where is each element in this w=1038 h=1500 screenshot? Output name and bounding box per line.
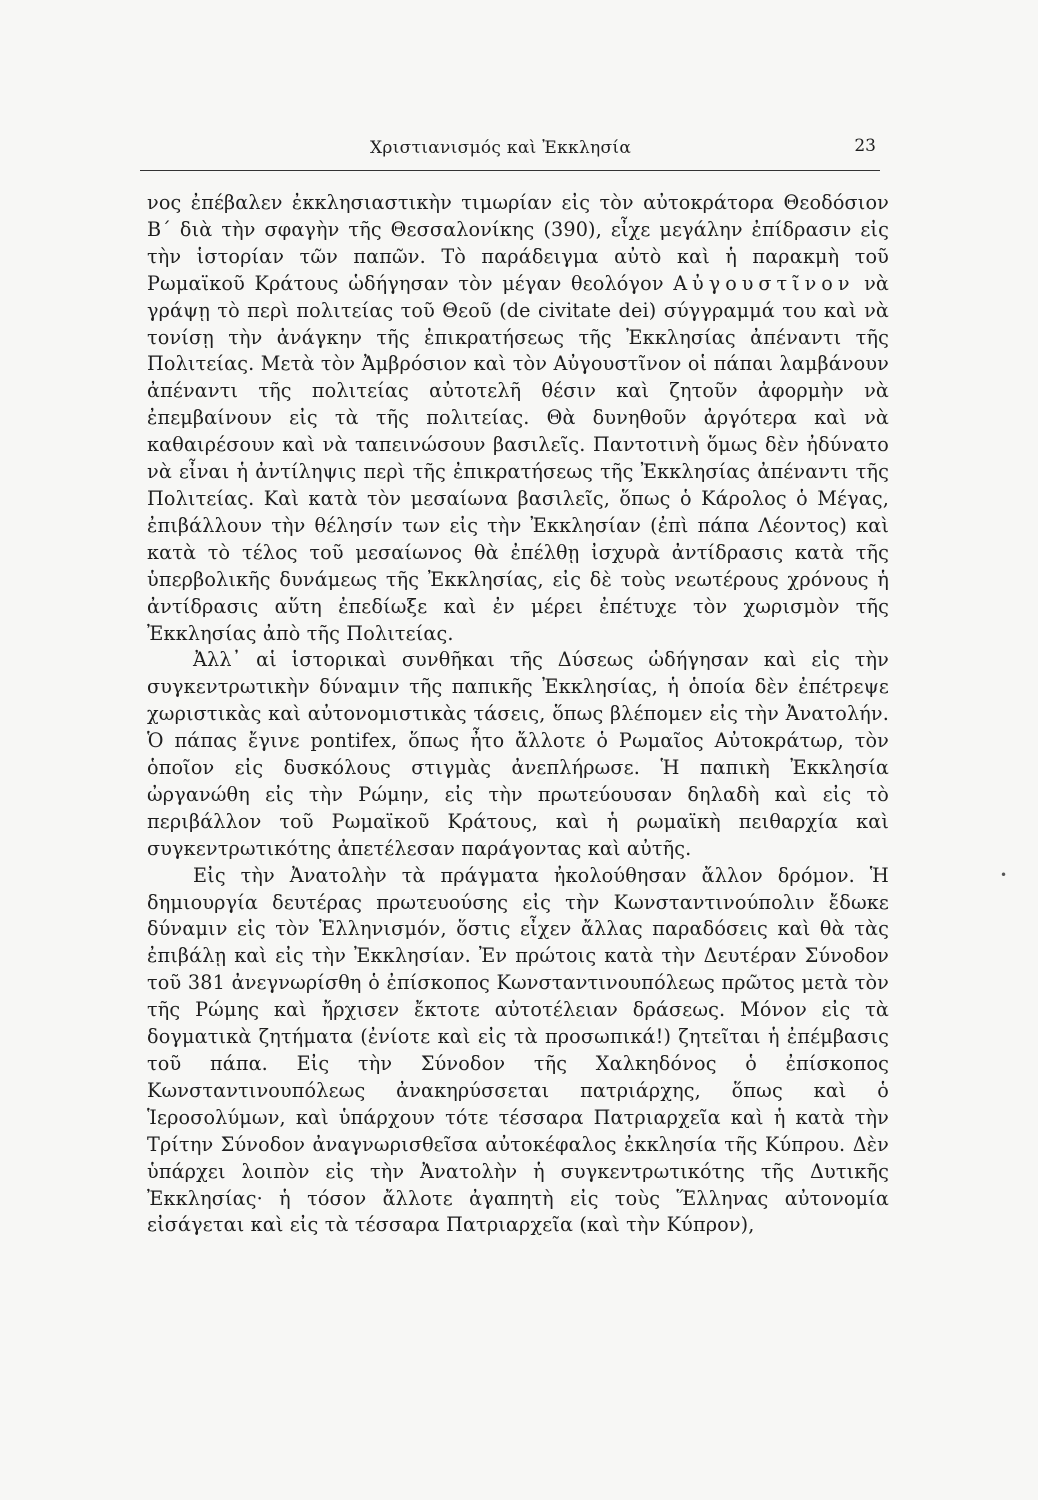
- running-title: Χριστιανισμός καὶ Ἐκκλησία: [370, 138, 632, 158]
- page-header: [140, 138, 880, 171]
- margin-mark: •: [1000, 868, 1008, 882]
- paragraph-1: [147, 190, 889, 647]
- emphasized-name: Αὐγουστῖνον: [673, 271, 855, 295]
- paragraph-1-rest: νὰ γράψῃ τὸ περὶ πολιτείας τοῦ Θεοῦ (de civitate dei) σύγγραμμά του καὶ νὰ τονίσῃ τὴν ἀνάγκην τῆς ἐπικρατήσεως τῆς Ἐκκλησίας ἀπέναντι τῆς Πολιτείας. Μετὰ τὸν Ἀμβρόσιον καὶ τὸν Αὐγουστῖνον οἱ πάπαι λαμβάνουν ἀπέναντι τῆς πολιτείας αὐτοτελῆ θέσιν καὶ ζητοῦν ἀφορμὴν νὰ ἐπεμβαίνουν εἰς τὰ τῆς πολιτείας. Θὰ δυνηθοῦν ἀργότερα καὶ νὰ καθαιρέσουν καὶ νὰ ταπεινώσουν βασιλεῖς. Παντοτινὴ ὅμως δὲν ἠδύνατο νὰ εἶναι ἡ ἀντίληψις περὶ τῆς ἐπικρατήσεως τῆς Ἐκκλησίας ἀπέναντι τῆς Πολιτείας. Καὶ κατὰ τὸν μεσαίωνα βασιλεῖς, ὅπως ὁ Κάρολος ὁ Μέγας, ἐπιβάλλουν τὴν θέλησίν των εἰς τὴν Ἐκκλησίαν (ἐπὶ πάπα Λέοντος) καὶ κατὰ τὸ τέλος τοῦ μεσαίωνος θὰ ἐπέλθῃ ἰσχυρὰ ἀντίδρασις κατὰ τῆς ὑπερβολικῆς δυνάμεως τῆς Ἐκκλησίας, εἰς δὲ τοὺς νεωτέρους χρόνους ἡ ἀντίδρασις αὕτη ἐπεδίωξε καὶ ἐν μέρει ἐπέτυχε τὸν χωρισμὸν τῆς Ἐκκλησίας ἀπὸ τῆς Πολιτείας.: [147, 271, 890, 645]
- paragraph-2: Ἀλλ᾽ αἱ ἱστορικαὶ συνθῆκαι τῆς Δύσεως ὡδήγησαν καὶ εἰς τὴν συγκεντρωτικὴν δύναμιν τῆς παπικῆς Ἐκκλησίας, ἡ ὁποία δὲν ἐπέτρεψε χωριστικὰς καὶ αὐτονομιστικὰς τάσεις, ὅπως βλέπομεν εἰς τὴν Ἀνατολήν. Ὁ πάπας ἔγινε pontifex, ὅπως ἦτο ἄλλοτε ὁ Ρωμαῖος Αὐτοκράτωρ, τὸν ὁποῖον εἰς δυσκόλους στιγμὰς ἀνεπλήρωσε. Ἡ παπικὴ Ἐκκλησία ὠργανώθη εἰς τὴν Ρώμην, εἰς τὴν πρωτεύουσαν δηλαδὴ καὶ εἰς τὸ περιβάλλον τοῦ Ρωμαϊκοῦ Κράτους, καὶ ἡ ρωμαϊκὴ πειθαρχία καὶ συγκεντρωτικότης ἀπετέλεσαν παράγοντας καὶ αὐτῆς.: [147, 648, 889, 860]
- page-number: 23: [854, 136, 876, 156]
- body-text: [147, 190, 889, 1239]
- paragraph-3: Εἰς τὴν Ἀνατολὴν τὰ πράγματα ἠκολούθησαν ἄλλον δρόμον. Ἡ δημιουργία δευτέρας πρωτευούσης εἰς τὴν Κωνσταντινούπολιν ἔδωκε δύναμιν εἰς τὸν Ἑλληνισμόν, ὅστις εἶχεν ἄλλας παραδόσεις καὶ θὰ τὰς ἐπιβάλῃ καὶ εἰς τὴν Ἐκκλησίαν. Ἐν πρώτοις κατὰ τὴν Δευτέραν Σύνοδον τοῦ 381 ἀνεγνωρίσθη ὁ ἐπίσκοπος Κωνσταντινουπόλεως πρῶτος μετὰ τὸν τῆς Ρώμης καὶ ἤρχισεν ἔκτοτε αὐτοτέλειαν δράσεως. Μόνον εἰς τὰ δογματικὰ ζητήματα (ἐνίοτε καὶ εἰς τὰ προσωπικά!) ζητεῖται ἡ ἐπέμβασις τοῦ πάπα. Εἰς τὴν Σύνοδον τῆς Χαλκηδόνος ὁ ἐπίσκοπος Κωνσταντινουπόλεως ἀνακηρύσσεται πατριάρχης, ὅπως καὶ ὁ Ἱεροσολύμων, καὶ ὑπάρχουν τότε τέσσαρα Πατριαρχεῖα καὶ ἡ κατὰ τὴν Τρίτην Σύνοδον ἀναγνωρισθεῖσα αὐτοκέφαλος ἐκκλησία τῆς Κύπρου. Δὲν ὑπάρχει λοιπὸν εἰς τὴν Ἀνατολὴν ἡ συγκεντρωτικότης τῆς Δυτικῆς Ἐκκλησίας· ἡ τόσον ἄλλοτε ἀγαπητὴ εἰς τοὺς Ἕλληνας αὐτονομία εἰσάγεται καὶ εἰς τὰ τέσσαρα Πατριαρχεῖα (καὶ τὴν Κύπρον),: [147, 863, 889, 1237]
- paragraph-1-start: νος ἐπέβαλεν ἐκκλησιαστικὴν τιμωρίαν εἰς τὸν αὐτοκράτορα Θεοδόσιον Β΄ διὰ τὴν σφαγὴν τῆς Θεσσαλονίκης (390), εἶχε μεγάλην ἐπίδρασιν εἰς τὴν ἱστορίαν τῶν παπῶν. Τὸ παράδειγμα αὐτὸ καὶ ἡ παρακμὴ τοῦ Ρωμαϊκοῦ Κράτους ὡδήγησαν τὸν μέγαν θεολόγον: [147, 191, 889, 295]
